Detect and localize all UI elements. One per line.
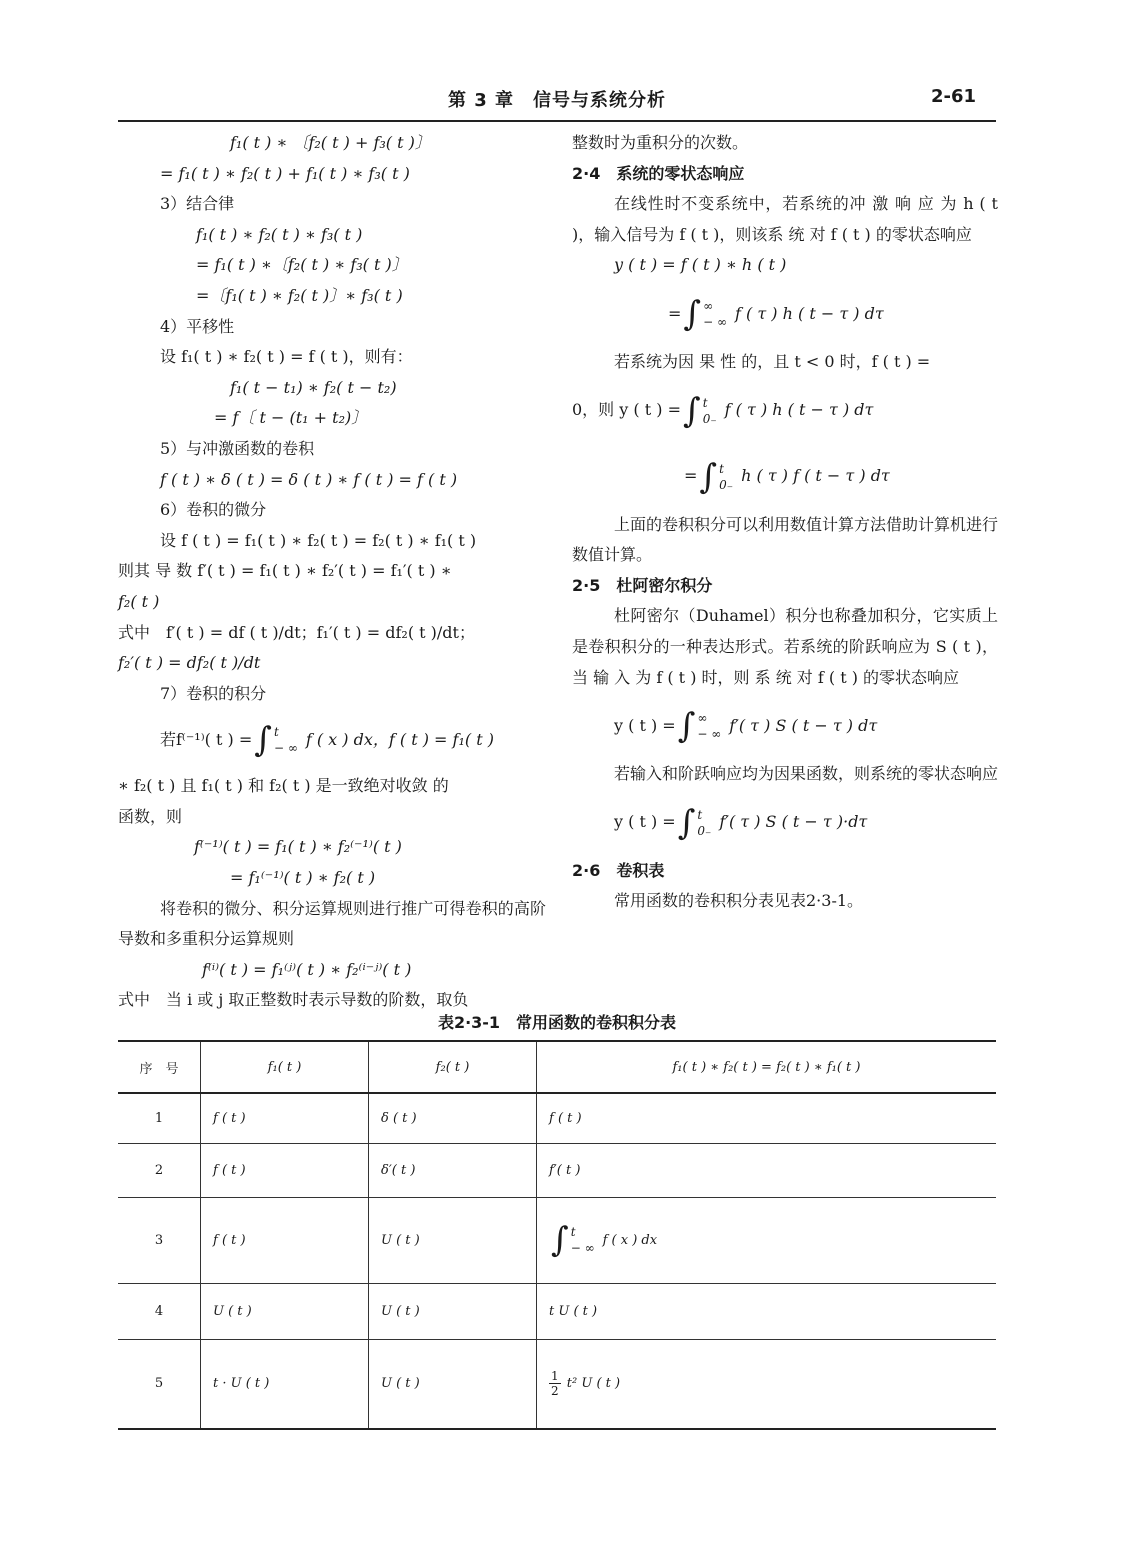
integrand: f ( x ) dx，f ( t ) = f₁( t ) xyxy=(305,729,494,749)
lower-limit: 0₋ xyxy=(719,477,734,492)
cell-f2: U ( t ) xyxy=(369,1283,537,1339)
formula-line: = f〔 t − (t₁ + t₂)〕 xyxy=(214,408,368,428)
upper-limit: t xyxy=(719,461,724,476)
cell-no: 4 xyxy=(118,1283,201,1339)
paragraph: 杜阿密尔（Duhamel）积分也称叠加积分，它实质上是卷积积分的一种表达形式。若系统的阶跃响应为 S ( t )，当 输 入 为 f ( t ) 时，则 系 统 对 f ( t ) 的零状态响应 xyxy=(572,606,998,687)
subsection-heading: 7）卷积的积分 xyxy=(160,683,267,703)
cell-f2: U ( t ) xyxy=(369,1339,537,1429)
integral-expression xyxy=(697,456,890,497)
formula-line: f₁( t ) ∗ 〔f₂( t ) + f₃( t )〕 xyxy=(230,133,431,152)
integrand: f ( τ ) h ( t − τ ) dτ xyxy=(735,303,884,323)
formula-prefix: = xyxy=(684,466,698,486)
cell-result xyxy=(537,1339,997,1429)
integrand: f′( τ ) S ( t − τ )·dτ xyxy=(719,812,868,832)
paragraph: 在线性时不变系统中，若系统的冲 激 响 应 为 h ( t )，输入信号为 f ( t )，则该系 统 对 f ( t ) 的零状态响应 xyxy=(572,194,998,244)
formula-prefix: y ( t ) = xyxy=(614,715,676,735)
cell-no: 5 xyxy=(118,1339,201,1429)
integral-formula xyxy=(572,790,998,856)
right-column xyxy=(572,128,998,917)
integral-limits xyxy=(697,710,721,742)
cell-result xyxy=(537,1197,997,1283)
lower-limit: − ∞ xyxy=(273,741,298,756)
table-header-row xyxy=(118,1041,996,1093)
cell-no: 1 xyxy=(118,1093,201,1143)
cell-f1: t · U ( t ) xyxy=(201,1339,369,1429)
upper-limit: t xyxy=(273,725,279,740)
text-line: ∗ f₂( t ) 且 f₁( t ) 和 f₂( t ) 是一致绝对收敛 的 xyxy=(118,776,449,796)
column-header-f1: f₁( t ) xyxy=(201,1041,369,1093)
table-row xyxy=(118,1093,996,1143)
text-line: 式中 f′( t ) = df ( t )/dt；f₁′( t ) = df₂( t )/dt； xyxy=(118,622,475,642)
page-header xyxy=(118,86,996,122)
formula-line: f₁( t ) ∗ f₂( t ) ∗ f₃( t ) xyxy=(196,224,363,244)
column-header-result: f₁( t ) ∗ f₂( t ) = f₂( t ) ∗ f₁( t ) xyxy=(537,1041,997,1093)
fraction-numerator: 1 xyxy=(551,1369,559,1384)
cell-result: t U ( t ) xyxy=(537,1283,997,1339)
integral-expression xyxy=(681,390,874,431)
integral-formula xyxy=(572,281,998,347)
text-line: 式中 当 i 或 j 取正整数时表示导数的阶数，取负 xyxy=(118,990,469,1010)
integral-limits xyxy=(697,807,711,839)
convolution-table xyxy=(118,1040,996,1430)
formula-line: y ( t ) = f ( t ) ∗ h ( t ) xyxy=(614,255,787,275)
cell-result: f ( t ) xyxy=(537,1093,997,1143)
formula-prefix: 若f⁽⁻¹⁾( t ) = xyxy=(160,729,253,749)
fraction xyxy=(549,1369,561,1398)
table-row xyxy=(118,1283,996,1339)
integral-expression xyxy=(676,802,868,843)
integral-sign-icon: ∫ xyxy=(683,293,702,334)
table-row xyxy=(118,1197,996,1283)
section-heading: 2·4 系统的零状态响应 xyxy=(572,163,745,183)
integral-expression xyxy=(681,293,884,334)
integral-limits xyxy=(571,1224,595,1256)
column-header-f2: f₂( t ) xyxy=(369,1041,537,1093)
integral-sign-icon: ∫ xyxy=(551,1220,569,1260)
formula-prefix: y ( t ) = xyxy=(614,812,676,832)
cell-f1: f ( t ) xyxy=(201,1197,369,1283)
cell-f1: f ( t ) xyxy=(201,1143,369,1197)
lower-limit: − ∞ xyxy=(697,727,722,742)
integral-formula xyxy=(572,693,998,759)
integral-sign-icon: ∫ xyxy=(682,390,701,431)
formula-line: f₁( t − t₁) ∗ f₂( t − t₂) xyxy=(230,377,397,397)
paragraph: 上面的卷积积分可以利用数值计算方法借助计算机进行数值计算。 xyxy=(572,514,999,565)
integral-sign-icon: ∫ xyxy=(677,802,696,843)
formula-line: f₂′( t ) = df₂( t )/dt xyxy=(118,653,261,673)
text-line: 常用函数的卷积积分表见表2·3-1。 xyxy=(614,891,864,911)
integral-expression xyxy=(549,1220,658,1260)
formula-line: f⁽ⁱ⁾( t ) = f₁⁽ʲ⁾( t ) ∗ f₂⁽ⁱ⁻ʲ⁾( t ) xyxy=(202,959,412,979)
text-line: 设 f₁( t ) ∗ f₂( t ) = f ( t )，则有： xyxy=(160,347,413,367)
cell-f1: f ( t ) xyxy=(201,1093,369,1143)
integrand: h ( τ ) f ( t − τ ) dτ xyxy=(741,466,890,486)
text-line: 设 f ( t ) = f₁( t ) ∗ f₂( t ) = f₂( t ) ∗ f₁( t ) xyxy=(160,530,477,550)
integral-formula xyxy=(118,709,546,771)
integral-limits xyxy=(703,395,717,427)
cell-no: 3 xyxy=(118,1197,201,1283)
integrand: f′( τ ) S ( t − τ ) dτ xyxy=(729,715,878,735)
formula-prefix: = xyxy=(668,303,682,323)
subsection-heading: 5）与冲激函数的卷积 xyxy=(160,438,315,458)
upper-limit: t xyxy=(697,807,703,822)
page-number: 2-61 xyxy=(930,86,976,107)
lower-limit: − ∞ xyxy=(703,314,727,329)
formula-line: f ( t ) ∗ δ ( t ) = δ ( t ) ∗ f ( t ) = f ( t ) xyxy=(160,469,458,489)
integral-formula xyxy=(572,444,998,510)
formula-line: = f₁( t ) ∗ f₂( t ) + f₁( t ) ∗ f₃( t ) xyxy=(160,163,410,183)
cell-f1: U ( t ) xyxy=(201,1283,369,1339)
lower-limit: 0₋ xyxy=(702,411,717,426)
integral-sign-icon: ∫ xyxy=(699,456,718,497)
formula-line: f⁽⁻¹⁾( t ) = f₁( t ) ∗ f₂⁽⁻¹⁾( t ) xyxy=(194,837,402,857)
table-row xyxy=(118,1339,996,1429)
subsection-heading: 3）结合律 xyxy=(160,194,235,214)
integral-expression xyxy=(252,720,494,761)
cell-f2: δ′( t ) xyxy=(369,1143,537,1197)
upper-limit: t xyxy=(702,395,708,410)
integral-limits xyxy=(274,724,298,756)
formula-line: = f₁⁽⁻¹⁾( t ) ∗ f₂( t ) xyxy=(230,868,376,888)
text-line: 整数时为重积分的次数。 xyxy=(572,133,749,152)
formula-line: f₂( t ) xyxy=(118,591,160,611)
upper-limit: t xyxy=(570,1225,576,1239)
left-column xyxy=(118,128,546,1016)
cell-no: 2 xyxy=(118,1143,201,1197)
table-caption: 表2·3-1 常用函数的卷积积分表 xyxy=(437,1013,677,1032)
integral-formula xyxy=(572,378,998,444)
paragraph: 若输入和阶跃响应均为因果函数，则系统的零状态响应 xyxy=(614,764,999,784)
integrand: f ( τ ) h ( t − τ ) dτ xyxy=(724,400,874,420)
integral-sign-icon: ∫ xyxy=(677,706,696,747)
integrand: f ( x ) dx xyxy=(602,1232,658,1248)
cell-f2: U ( t ) xyxy=(369,1197,537,1283)
column-header-no: 序 号 xyxy=(118,1041,201,1093)
upper-limit: ∞ xyxy=(703,298,714,313)
lower-limit: − ∞ xyxy=(570,1241,595,1255)
integral-limits xyxy=(719,461,733,493)
formula-line: = f₁( t ) ∗〔f₂( t ) ∗ f₃( t )〕 xyxy=(196,255,408,275)
section-heading: 2·5 杜阿密尔积分 xyxy=(572,575,713,595)
cell-result: f′( t ) xyxy=(537,1143,997,1197)
formula-prefix: 0，则 y ( t ) = xyxy=(572,400,681,420)
cell-f2: δ ( t ) xyxy=(369,1093,537,1143)
fraction-denominator: 2 xyxy=(551,1384,559,1399)
lower-limit: 0₋ xyxy=(697,823,712,838)
section-heading: 2·6 卷积表 xyxy=(572,860,665,880)
subsection-heading: 6）卷积的微分 xyxy=(160,500,267,520)
integral-sign-icon: ∫ xyxy=(254,720,272,761)
chapter-title: 第 3 章 信号与系统分析 xyxy=(448,90,667,111)
formula-line: =〔f₁( t ) ∗ f₂( t )〕∗ f₃( t ) xyxy=(196,285,403,305)
table-row xyxy=(118,1143,996,1197)
integral-limits xyxy=(703,298,727,330)
subsection-heading: 4）平移性 xyxy=(160,316,235,336)
integral-expression xyxy=(676,706,878,747)
upper-limit: ∞ xyxy=(697,711,708,726)
text-line: 若系统为因 果 性 的，且 t < 0 时，f ( t ) = xyxy=(614,351,931,371)
text-line: 则其 导 数 f′( t ) = f₁( t ) ∗ f₂′( t ) = f₁′( t ) ∗ xyxy=(118,561,452,581)
text-line: 函数，则 xyxy=(118,806,183,826)
paragraph: 将卷积的微分、积分运算规则进行推广可得卷积的高阶导数和多重积分运算规则 xyxy=(118,898,546,949)
result-expression: t² U ( t ) xyxy=(566,1376,621,1392)
